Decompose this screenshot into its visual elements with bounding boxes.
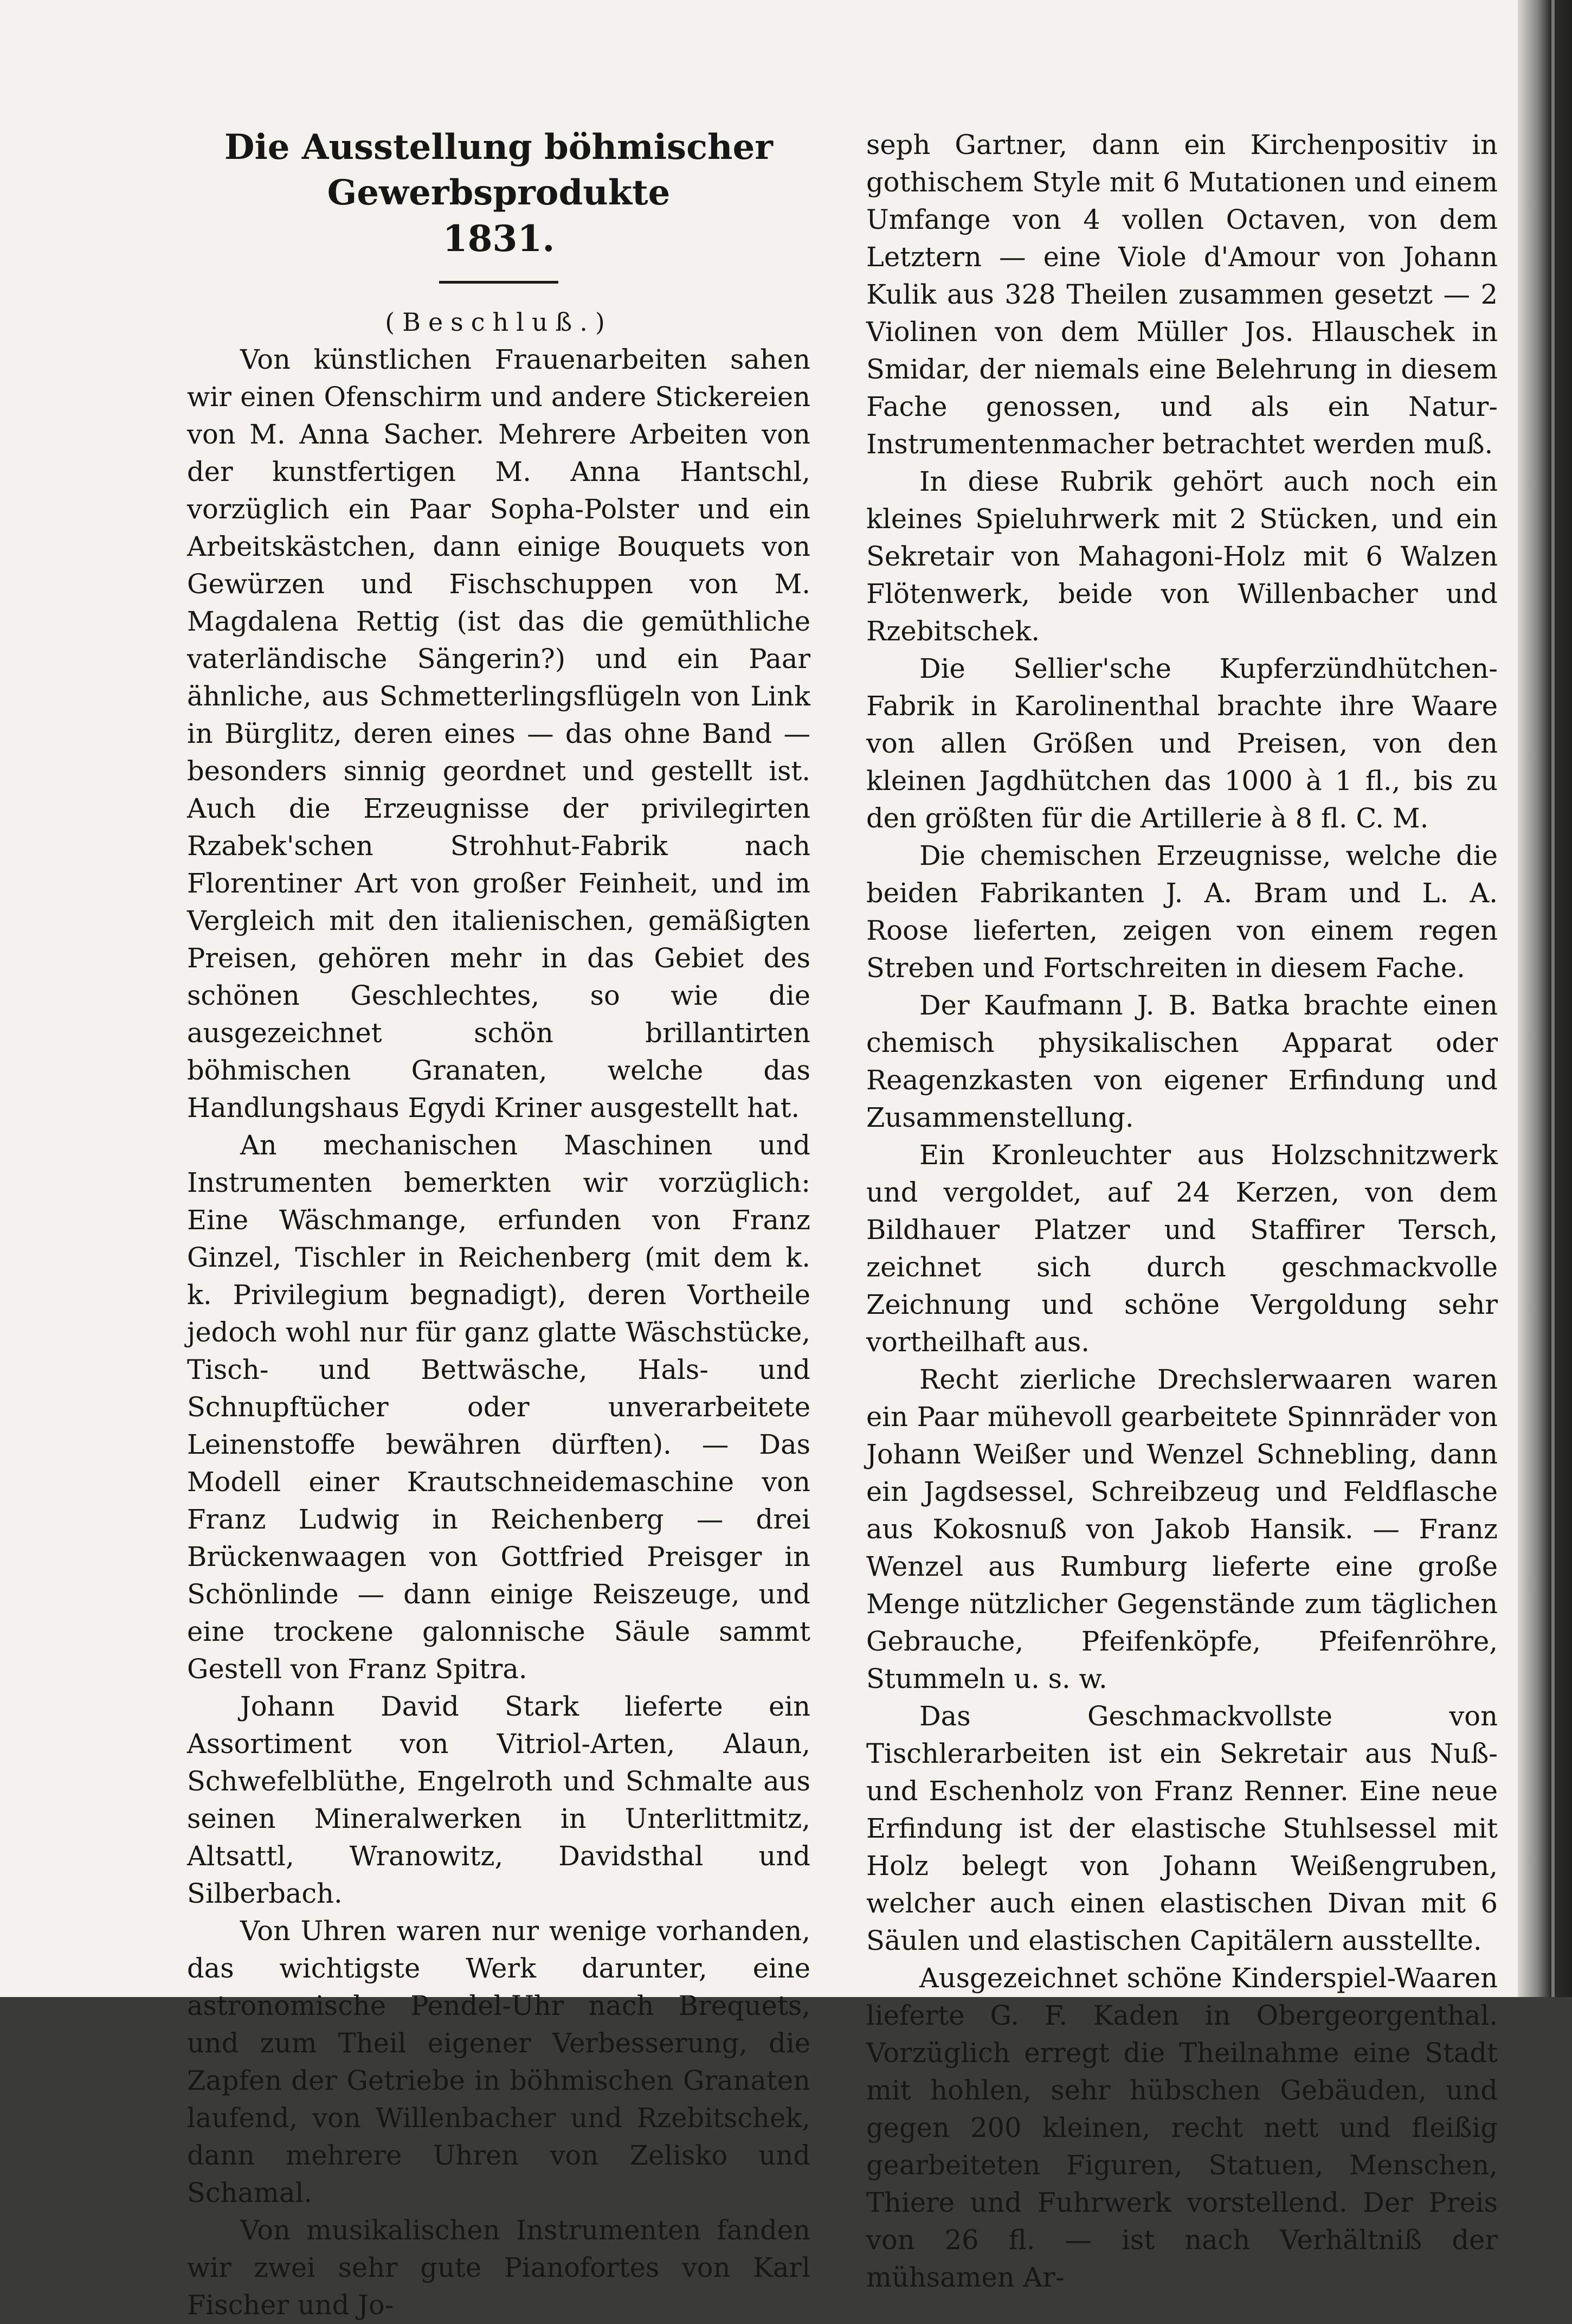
article-title: Die Ausstellung böhmischer Gewerbsprodukte [224, 127, 774, 213]
page-edge-shadow [1518, 0, 1572, 1997]
left-column [187, 125, 810, 2324]
paragraph: Ausgezeichnet schöne Kinderspiel-Waaren lieferte G. F. Kaden in Obergeorgenthal. Vorzüglich erregt die Theilnahme eine Stadt mit hohlen, sehr hübschen Gebäuden, und gegen 200 kleinen, recht nett und fleißig gearbeiteten Figuren, Statuen, Menschen, Thiere und Fuhrwerk vorstellend. Der Preis von 26 fl. — ist nach Verhältniß der mühsamen Ar- [866, 1962, 1498, 2293]
paragraph: Recht zierliche Drechslerwaaren waren ein Paar mühevoll gearbeitete Spinnräder von Johann Weißer und Wenzel Schnebling, dann ein Jagdsessel, Schreibzeug und Feldflasche aus Kokosnuß von Jakob Hansik. — Franz Wenzel aus Rumburg lieferte eine große Menge nützlicher Gegenstände zum täglichen Gebrauche, Pfeifenköpfe, Pfeifenröhre, Stummeln u. s. w. [866, 1364, 1498, 1694]
article-year: 1831. [442, 217, 555, 260]
paragraph: Johann David Stark lieferte ein Assortiment von Vitriol-Arten, Alaun, Schwefelblüthe, Engelroth und Schmalte aus seinen Mineralwerken in Unterlittmitz, Altsattl, Wranowitz, Davidsthal und Silberbach. [187, 1691, 810, 1909]
page-edge-line [1551, 0, 1555, 1997]
right-column [866, 126, 1498, 2296]
paragraph: Der Kaufmann J. B. Batka brachte einen chemisch physikalischen Apparat oder Reagenzkasten von eigener Erfindung und Zusammenstellung. [866, 990, 1498, 1133]
title-rule [439, 281, 558, 284]
paragraph: Von musikalischen Instrumenten fanden wir zwei sehr gute Pianofortes von Karl Fischer und Jo- [187, 2214, 810, 2321]
paragraph: Das Geschmackvollste von Tischlerarbeiten ist ein Sekretair aus Nuß- und Eschenholz von Franz Renner. Eine neue Erfindung ist der elastische Stuhlsessel mit Holz belegt von Johann Weißengruben, welcher auch einen elastischen Divan mit 6 Säulen und elastischen Capitälern ausstellte. [866, 1700, 1498, 1956]
paragraph: seph Gartner, dann ein Kirchenpositiv in gothischem Style mit 6 Mutationen und einem Umfange von 4 vollen Octaven, von dem Letztern — eine Viole d'Amour von Johann Kulik aus 328 Theilen zusammen gesetzt — 2 Violinen von dem Müller Jos. Hlauschek in Smidar, der niemals eine Belehrung in diesem Fache genossen, und als ein Natur-Instrumentenmacher betrachtet werden muß. [866, 129, 1498, 460]
paragraph: In diese Rubrik gehört auch noch ein kleines Spieluhrwerk mit 2 Stücken, und ein Sekretair von Mahagoni-Holz mit 6 Walzen Flötenwerk, beide von Willenbacher und Rzebitschek. [866, 466, 1498, 647]
paragraph: Die Sellier'sche Kupferzündhütchen-Fabrik in Karolinenthal brachte ihre Waare von allen Größen und Preisen, von den kleinen Jagdhütchen das 1000 à 1 fl., bis zu den größten für die Artillerie à 8 fl. C. M. [866, 653, 1498, 834]
paragraph: Die chemischen Erzeugnisse, welche die beiden Fabrikanten J. A. Bram und L. A. Roose lieferten, zeigen von einem regen Streben und Fortschreiten in diesem Fache. [866, 840, 1498, 984]
article-subtitle: (Beschluß.) [385, 307, 613, 337]
paragraph: Ein Kronleuchter aus Holzschnitzwerk und vergoldet, auf 24 Kerzen, von dem Bildhauer Platzer und Staffirer Tersch, zeichnet sich durch geschmackvolle Zeichnung und schöne Vergoldung sehr vortheilhaft aus. [866, 1139, 1498, 1358]
paragraph: Von Uhren waren nur wenige vorhanden, das wichtigste Werk darunter, eine astronomische Pendel-Uhr nach Brequets, und zum Theil eigener Verbesserung, die Zapfen der Getriebe in böhmischen Granaten laufend, von Willenbacher und Rzebitschek, dann mehrere Uhren von Zelisko und Schamal. [187, 1915, 810, 2209]
paragraph: Von künstlichen Frauenarbeiten sahen wir einen Ofenschirm und andere Stickereien von M. Anna Sacher. Mehrere Arbeiten von der kunstfertigen M. Anna Hantschl, vorzüglich ein Paar Sopha-Polster und ein Arbeitskästchen, dann einige Bouquets von Gewürzen und Fischschuppen von M. Magdalena Rettig (ist das die gemüthliche vaterländische Sängerin?) und ein Paar ähnliche, aus Schmetterlingsflügeln von Link in Bürglitz, deren eines — das ohne Band — besonders sinnig geordnet und gestellt ist. Auch die Erzeugnisse der privilegirten Rzabek'schen Strohhut-Fabrik nach Florentiner Art von großer Feinheit, und im Vergleich mit den italienischen, gemäßigten Preisen, gehören mehr in das Gebiet des schönen Geschlechtes, so wie die ausgezeichnet schön brillantirten böhmischen Granaten, welche das Handlungshaus Egydi Kriner ausgestellt hat. [187, 344, 810, 1124]
paragraph: An mechanischen Maschinen und Instrumenten bemerkten wir vorzüglich: Eine Wäschmange, erfunden von Franz Ginzel, Tischler in Reichenberg (mit dem k. k. Privilegium begnadigt), deren Vortheile jedoch wohl nur für ganz glatte Wäschstücke, Tisch- und Bettwäsche, Hals- und Schnupftücher oder unverarbeitete Leinenstoffe bewähren dürften). — Das Modell einer Krautschneidemaschine von Franz Ludwig in Reichenberg — drei Brückenwaagen von Gottfried Preisger in Schönlinde — dann einige Reiszeuge, und eine trockene galonnische Säule sammt Gestell von Franz Spitra. [187, 1129, 810, 1685]
